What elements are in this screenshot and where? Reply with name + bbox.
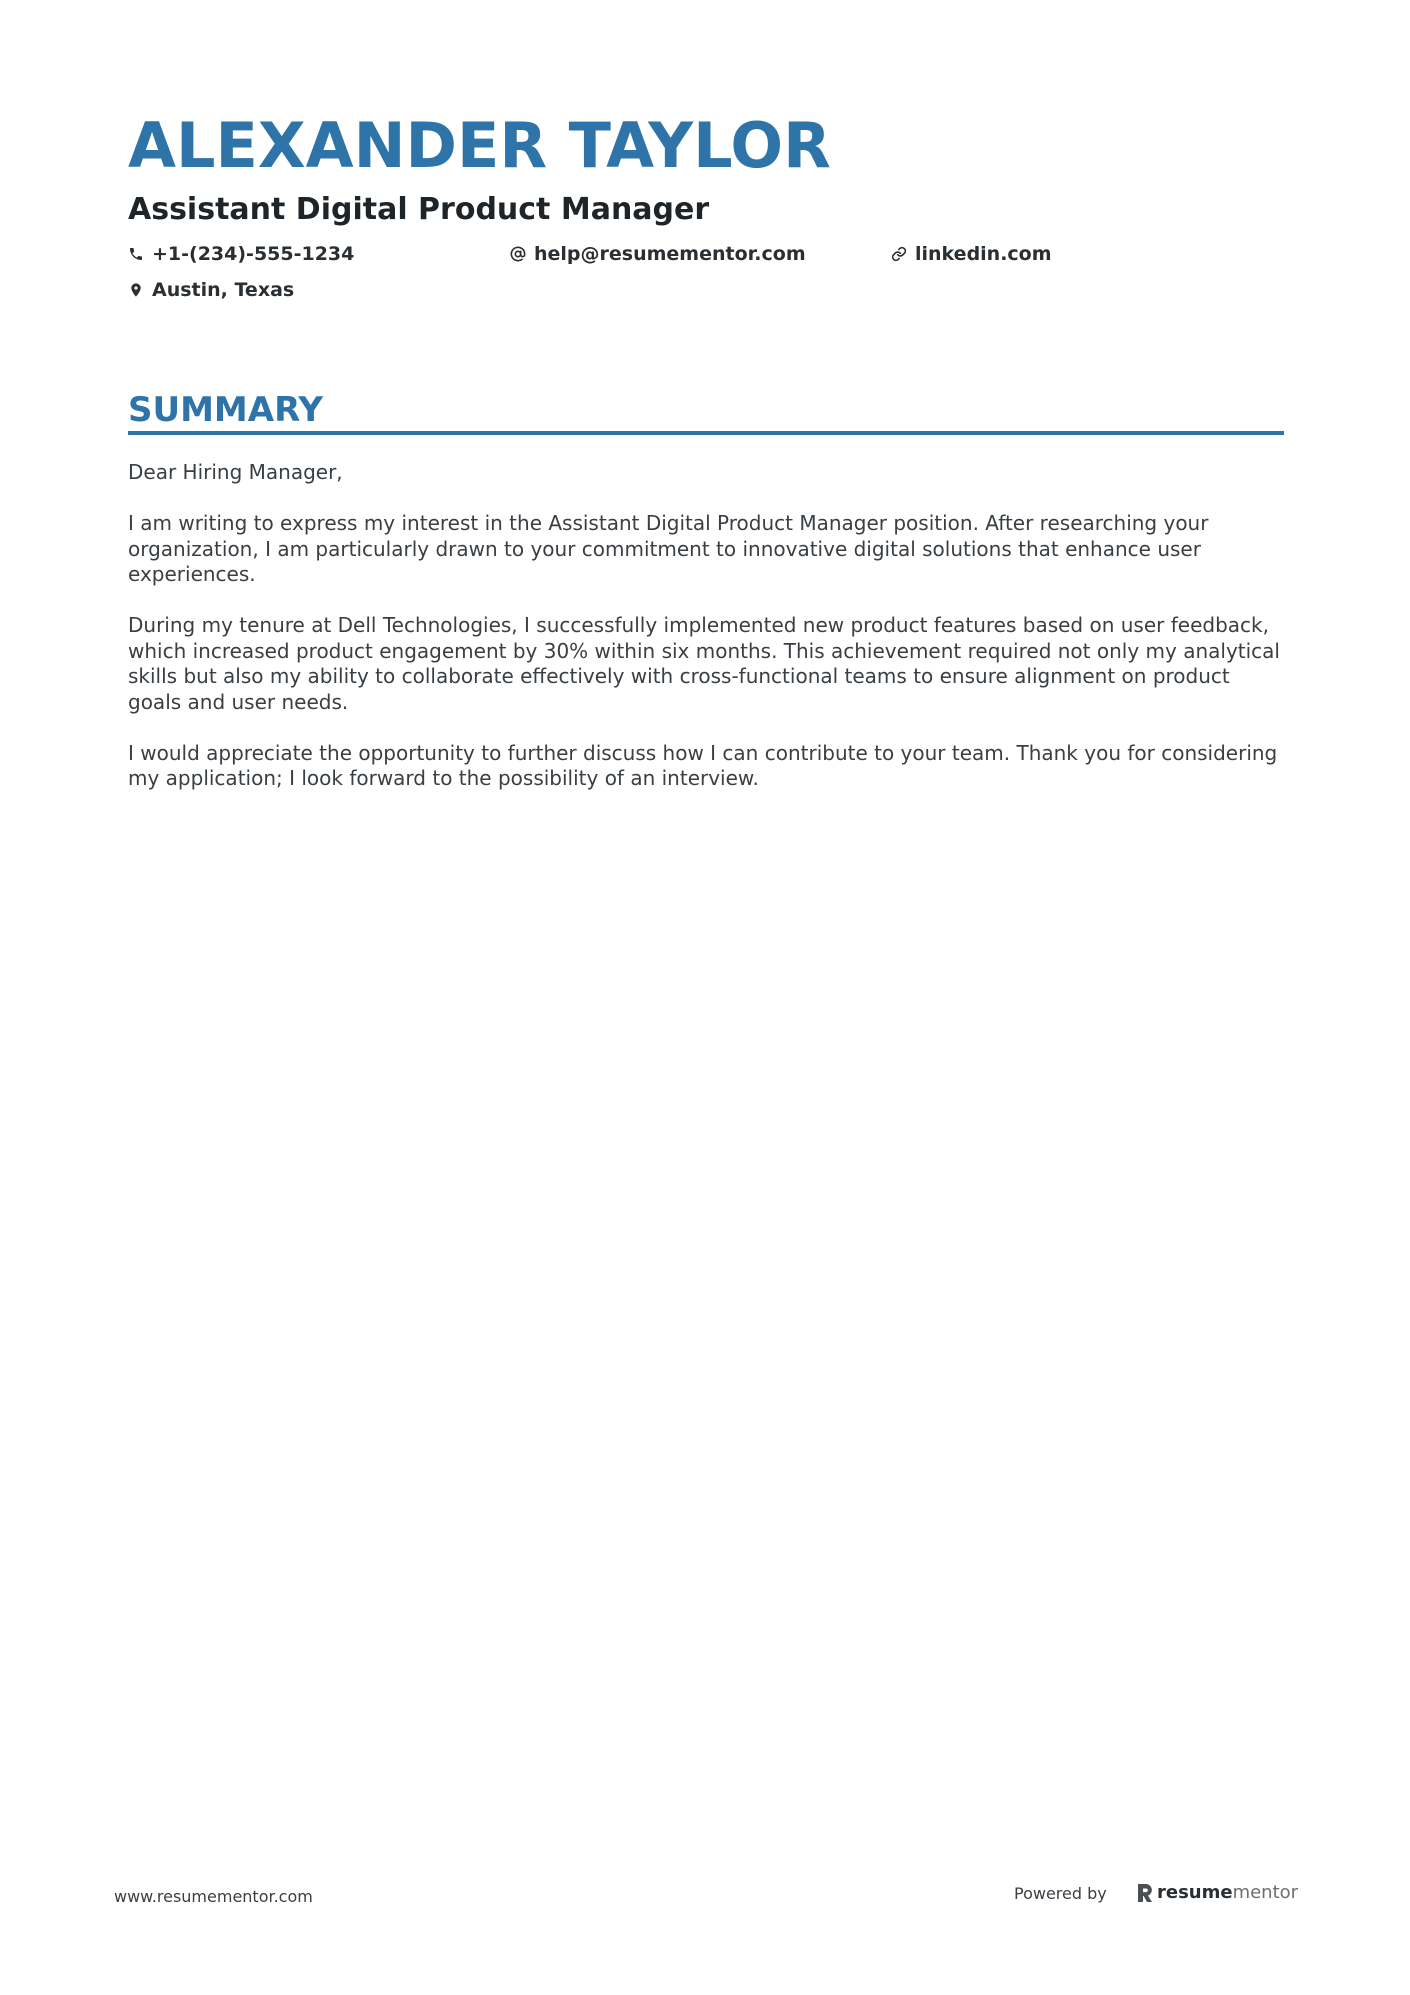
- resumementor-logo-icon: [1137, 1883, 1153, 1903]
- candidate-name: ALEXANDER TAYLOR: [128, 109, 831, 182]
- section-divider: [128, 431, 1284, 435]
- link-icon: [891, 246, 907, 262]
- job-title: Assistant Digital Product Manager: [128, 192, 710, 227]
- contact-link: [891, 241, 1052, 267]
- letter-paragraph: Dear Hiring Manager,: [128, 460, 343, 484]
- letter-paragraph: During my tenure at Dell Technologies, I successfully implemented new product features based on user feedback, which increased product engagement by 30% within six months. This achievement required not only my analytical skills but also my ability to collaborate effectively with cross-functional teams to ensure alignment on product goals and user needs.: [128, 613, 1280, 714]
- link-text: linkedin.com: [915, 243, 1052, 265]
- summary-body: [128, 460, 1288, 817]
- summary-heading: SUMMARY: [128, 390, 324, 430]
- email-text: help@resumementor.com: [534, 243, 806, 265]
- letter-paragraph: I would appreciate the opportunity to further discuss how I can contribute to your team. Thank you for considering my application; I look forward to the possibility of an interview.: [128, 740, 1278, 790]
- contact-phone: [128, 241, 354, 267]
- contact-location: [128, 277, 294, 303]
- footer-brand-logo: [1137, 1881, 1298, 1905]
- location-text: Austin, Texas: [152, 279, 295, 301]
- letter-paragraph: I am writing to express my interest in the Assistant Digital Product Manager position. After researching your organization, I am particularly drawn to your commitment to innovative digital solutions that enhance user experiences.: [128, 511, 1209, 586]
- brand-name-light: mentor: [1232, 1882, 1299, 1903]
- brand-name-strong: resume: [1157, 1882, 1233, 1903]
- contact-email: [510, 241, 806, 267]
- at-sign-icon: [510, 246, 526, 262]
- footer-website: www.resumementor.com: [114, 1887, 313, 1906]
- phone-icon: [128, 246, 144, 262]
- map-pin-icon: [128, 282, 144, 298]
- footer-powered-by: Powered by: [1014, 1884, 1107, 1903]
- phone-text: +1-(234)-555-1234: [152, 243, 355, 265]
